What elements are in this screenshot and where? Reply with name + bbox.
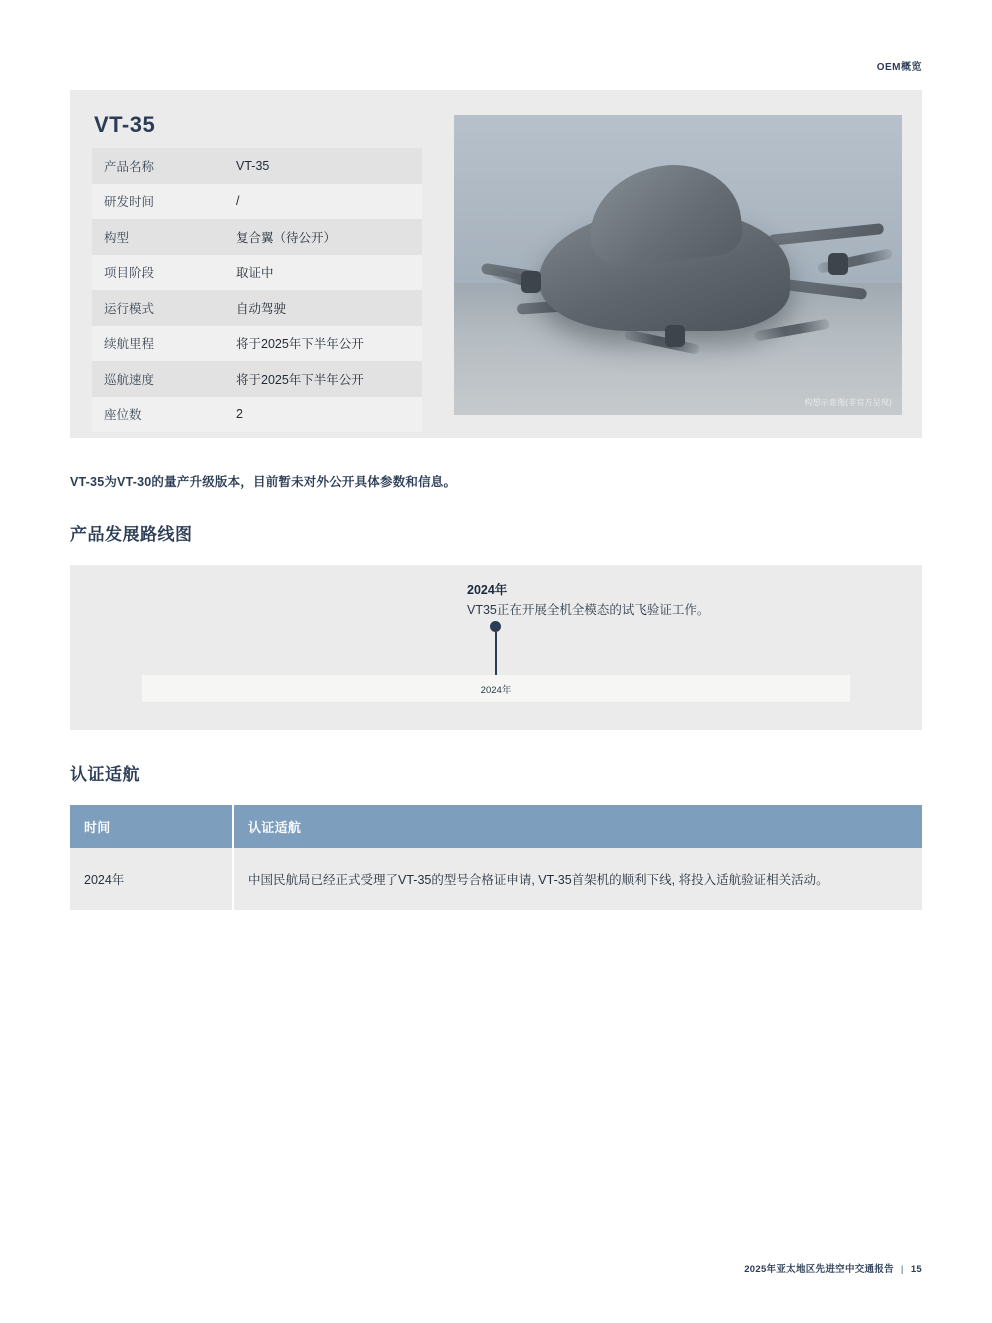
- roadmap-milestone-year: 2024年: [467, 583, 508, 597]
- table-row: [92, 397, 422, 433]
- spec-label: 构型: [104, 230, 130, 245]
- page-footer: [744, 1261, 922, 1275]
- product-note: VT-35为VT-30的量产升级版本，目前暂未对外公开具体参数和信息。: [70, 475, 457, 489]
- section-heading-certification: 认证适航: [70, 765, 140, 784]
- roadmap-timeline-bar: [142, 675, 850, 702]
- spec-value: 取证中: [236, 266, 274, 281]
- roadmap-chart: [70, 565, 922, 730]
- spec-value: 自动驾驶: [236, 301, 287, 316]
- spec-label: 座位数: [104, 408, 142, 423]
- roadmap-milestone-description: VT35正在开展全机全模态的试飞验证工作。: [467, 603, 710, 617]
- spec-value: 复合翼（待公开）: [236, 230, 337, 245]
- page-title: VT-35: [94, 112, 156, 137]
- spec-label: 巡航速度: [104, 372, 155, 387]
- cell-certification-detail: 中国民航局已经正式受理了VT-35的型号合格证申请, VT-35首架机的顺利下线, 将投入适航验证相关活动。: [233, 848, 922, 910]
- product-card: [70, 90, 922, 438]
- footer-page-number: 15: [910, 1264, 922, 1275]
- table-row: [92, 148, 422, 184]
- roadmap-milestone-line: [495, 632, 497, 676]
- drone-rotor-hub: [665, 325, 685, 347]
- table-row: [70, 848, 922, 910]
- spec-label: 续航里程: [104, 337, 155, 352]
- footer-separator: |: [900, 1264, 904, 1275]
- roadmap-timeline-label: 2024年: [480, 684, 512, 696]
- section-heading-roadmap: 产品发展路线图: [70, 525, 193, 544]
- spec-value: VT-35: [236, 158, 270, 173]
- drone-rotor-hub: [521, 271, 541, 293]
- spec-label: 产品名称: [104, 159, 155, 174]
- table-row: [92, 255, 422, 291]
- spec-value: 将于2025年下半年公开: [236, 372, 364, 387]
- column-header-time: 时间: [70, 805, 233, 848]
- image-caption: 构想示意图(非官方呈现): [804, 398, 892, 407]
- spec-label: 项目阶段: [104, 266, 155, 281]
- footer-title: 2025年亚太地区先进空中交通报告: [744, 1264, 894, 1275]
- product-spec-table: [92, 148, 422, 432]
- table-row: [92, 184, 422, 220]
- table-row: [92, 326, 422, 362]
- table-row: [92, 219, 422, 255]
- table-row: [92, 361, 422, 397]
- spec-label: 研发时间: [104, 195, 155, 210]
- product-image: [454, 115, 902, 415]
- spec-value: /: [236, 194, 240, 209]
- drone-rotor-hub: [828, 253, 848, 275]
- spec-value: 2: [236, 407, 243, 422]
- spec-label: 运行模式: [104, 301, 155, 316]
- spec-value: 将于2025年下半年公开: [236, 337, 364, 352]
- page-header-tag: OEM概览: [876, 62, 922, 73]
- table-row: [92, 290, 422, 326]
- roadmap-milestone-dot: [490, 621, 501, 632]
- cell-time: 2024年: [70, 848, 233, 910]
- column-header-certification: 认证适航: [233, 805, 922, 848]
- certification-table: [70, 805, 922, 910]
- table-header-row: [70, 805, 922, 848]
